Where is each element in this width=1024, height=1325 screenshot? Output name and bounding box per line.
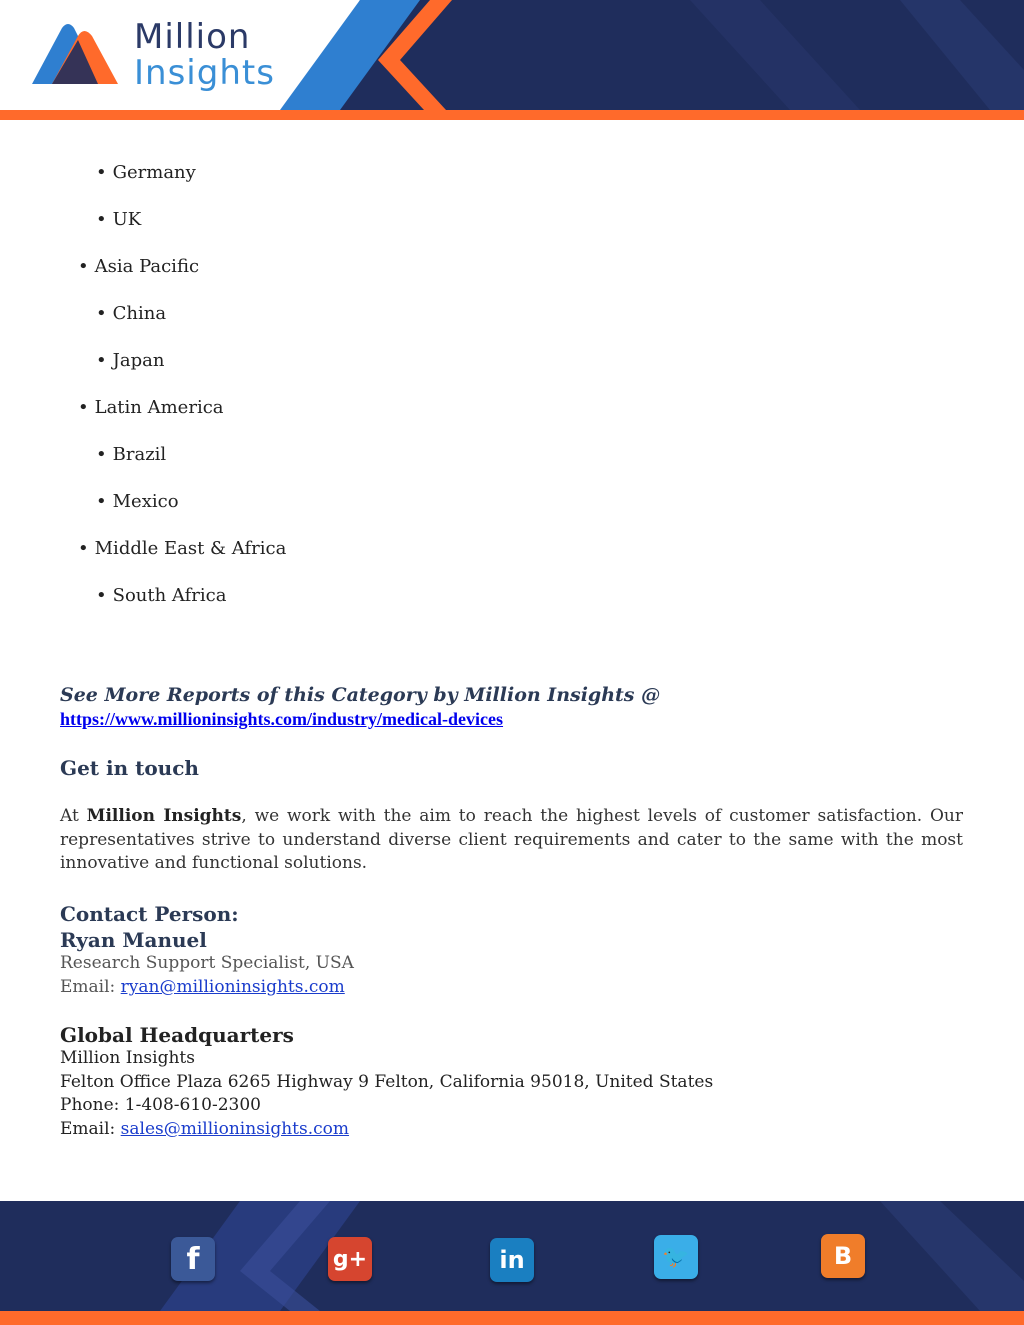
list-item-label: UK <box>112 209 142 230</box>
get-in-touch-heading: Get in touch <box>60 756 199 780</box>
list-item: • Latin America <box>78 397 224 418</box>
contact-name: Ryan Manuel <box>60 928 207 952</box>
see-more-text: See More Reports of this Category by Million Insights @ <box>60 684 661 706</box>
list-item: • Germany <box>96 162 196 183</box>
hq-company: Million Insights <box>60 1048 195 1068</box>
google-plus-icon[interactable]: g+ <box>328 1237 372 1281</box>
list-item: • Middle East & Africa <box>78 538 287 559</box>
intro-paragraph: At Million Insights, we work with the aim to reach the highest levels of customer satisfaction. Our representatives strive to understand diverse client requirements and cater to the same with the most innovative and functional solutions. <box>60 806 963 873</box>
list-item: • China <box>96 303 167 324</box>
contact-email-link[interactable]: ryan@millioninsights.com <box>120 977 345 997</box>
page-header <box>0 0 1024 122</box>
list-item: • South Africa <box>96 585 227 606</box>
hq-email-link[interactable]: sales@millioninsights.com <box>120 1119 350 1139</box>
logo-wordmark <box>134 17 275 93</box>
page-footer <box>0 1201 1024 1325</box>
list-item: • Japan <box>96 350 165 371</box>
intro-company-name: Million Insights <box>86 806 242 826</box>
list-item-label: Germany <box>112 162 196 183</box>
list-item-label: South Africa <box>112 585 227 606</box>
see-more-link[interactable]: https://www.millioninsights.com/industry/medical-devices <box>60 709 504 729</box>
list-item-label: China <box>112 303 167 324</box>
facebook-icon[interactable]: f <box>171 1237 215 1281</box>
hq-address: Felton Office Plaza 6265 Highway 9 Felton, California 95018, United States <box>60 1072 714 1092</box>
list-item-label: Japan <box>112 350 165 371</box>
logo-word-insights: Insights <box>134 53 275 93</box>
hq-heading: Global Headquarters <box>60 1023 294 1047</box>
list-item: • Asia Pacific <box>78 256 200 277</box>
twitter-icon[interactable]: 🐦 <box>654 1235 698 1279</box>
list-item: • Brazil <box>96 444 167 465</box>
list-item-label: Mexico <box>112 491 179 512</box>
list-item-label: Middle East & Africa <box>94 538 287 559</box>
hq-email-line: Email: sales@millioninsights.com <box>60 1119 350 1139</box>
list-item-label: Brazil <box>112 444 167 465</box>
contact-email-line: Email: ryan@millioninsights.com <box>60 977 345 997</box>
list-item: • Mexico <box>96 491 179 512</box>
logo-word-million: Million <box>134 17 251 57</box>
contact-heading: Contact Person: <box>60 902 239 926</box>
linkedin-icon[interactable]: in <box>490 1238 534 1282</box>
blogger-icon[interactable]: B <box>821 1234 865 1278</box>
hq-phone: Phone: 1-408-610-2300 <box>60 1095 261 1115</box>
list-item-label: Asia Pacific <box>94 256 200 277</box>
contact-role: Research Support Specialist, USA <box>60 953 354 973</box>
list-item-label: Latin America <box>94 397 224 418</box>
list-item: • UK <box>96 209 142 230</box>
